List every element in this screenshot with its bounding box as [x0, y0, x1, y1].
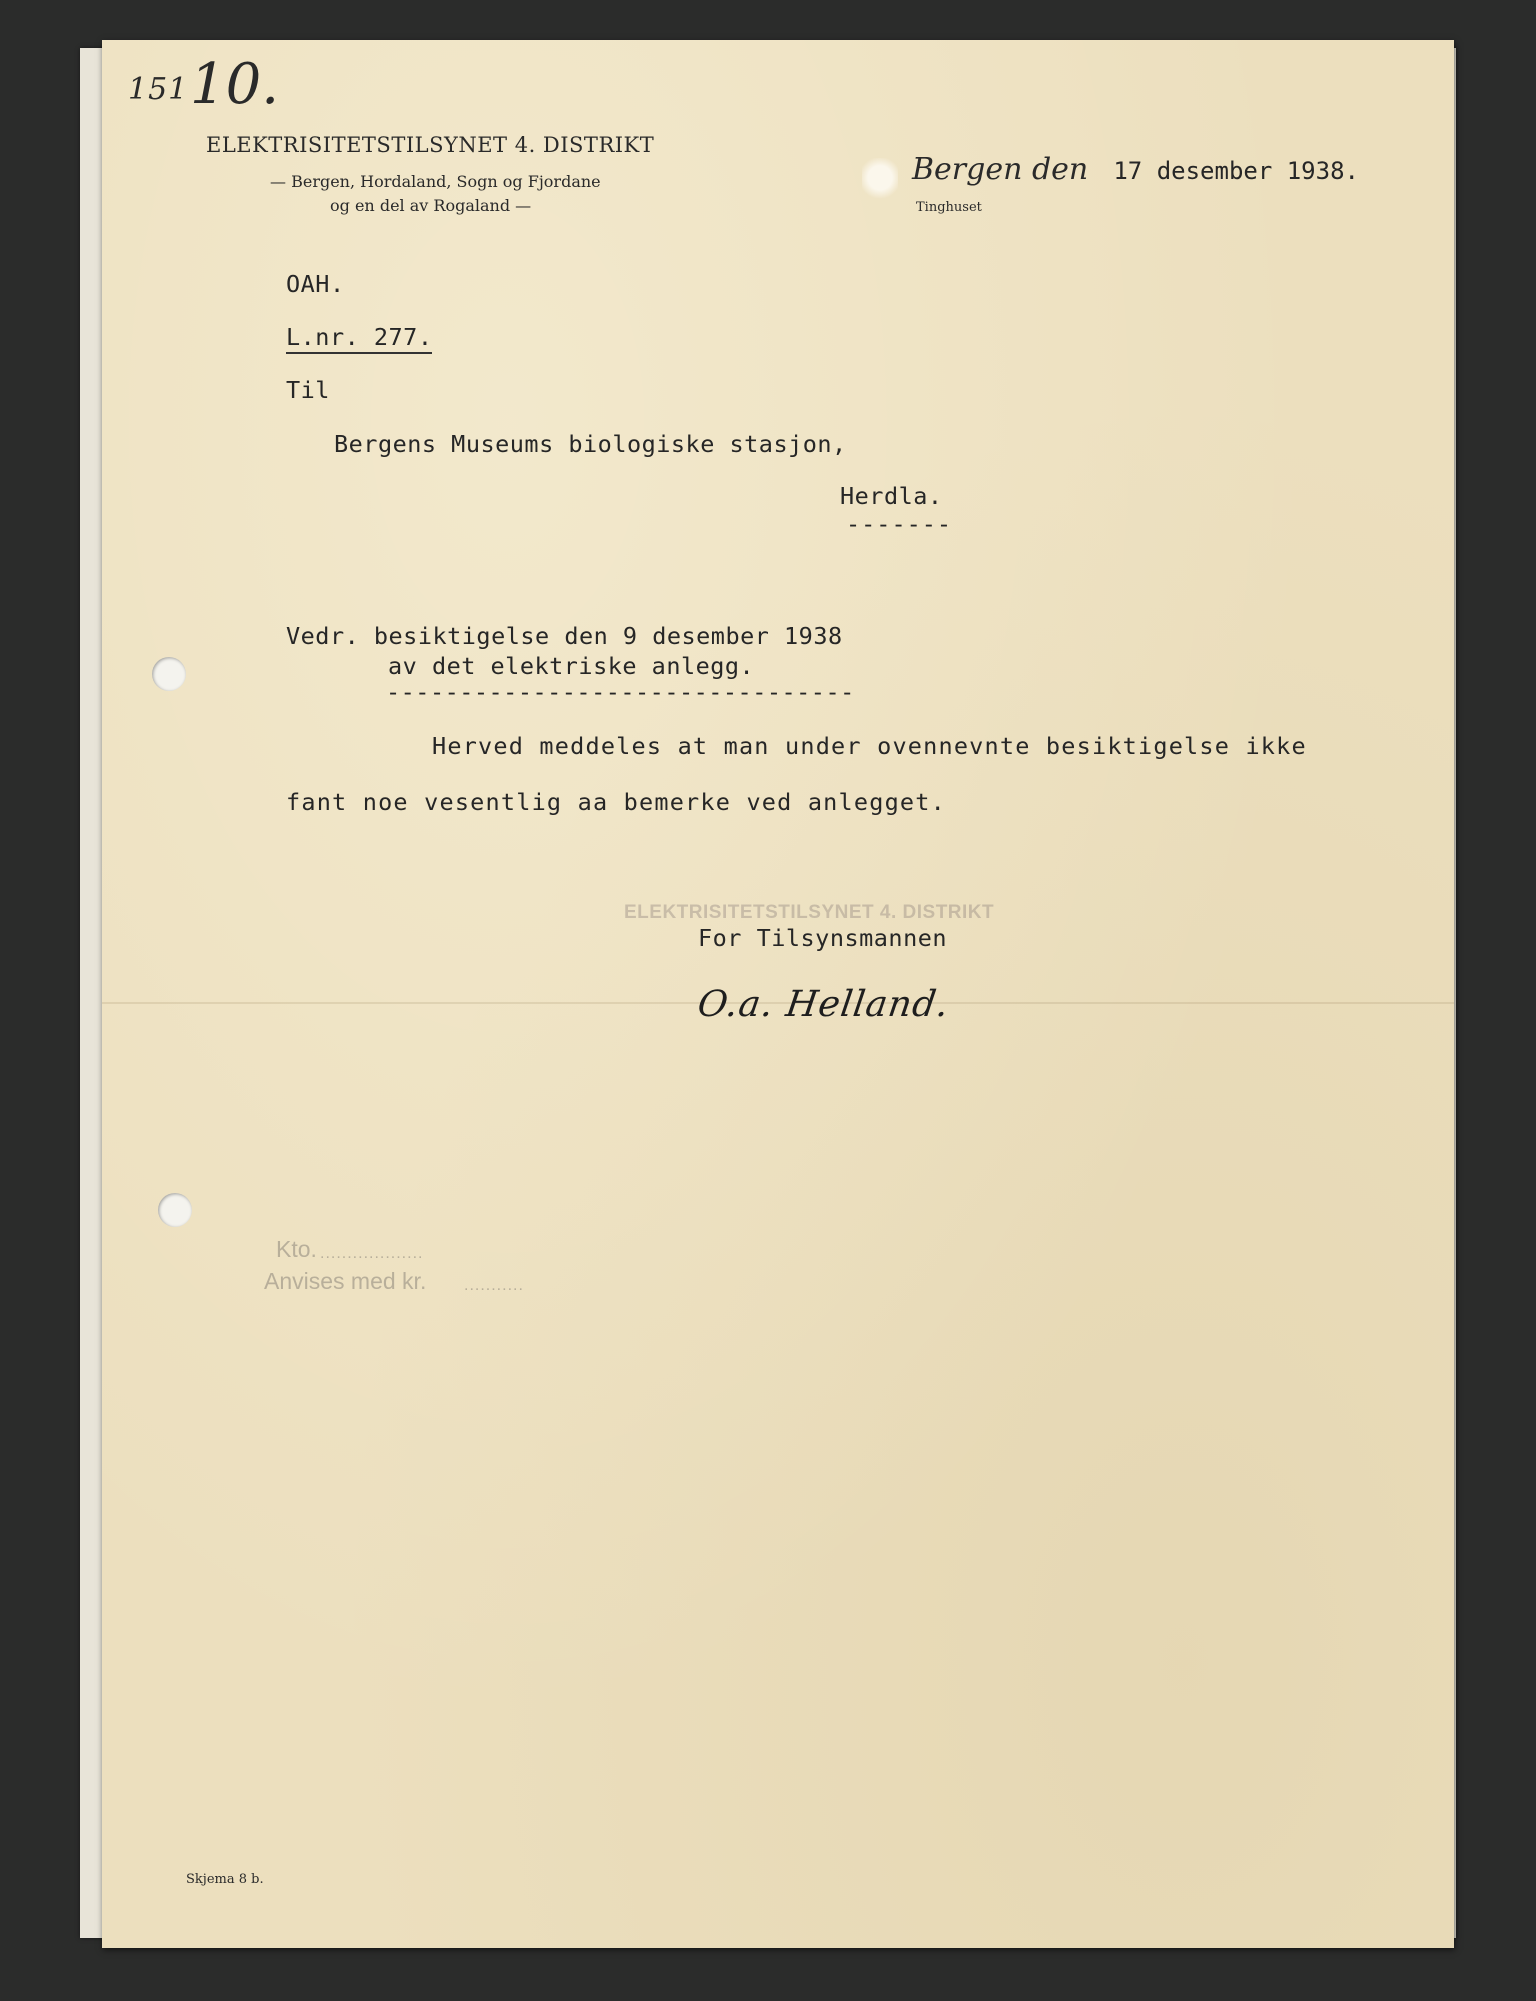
handwritten-number-small: 151: [128, 72, 189, 107]
letterhead-region-line-1: — Bergen, Hordaland, Sogn og Fjordane: [270, 172, 601, 191]
dateline-office: Tinghuset: [916, 200, 982, 215]
letter-page: [102, 40, 1454, 1948]
letter-number: L.nr. 277.: [286, 323, 432, 354]
recipient-place: Herdla.: [840, 482, 943, 510]
kto-dots: ...................: [320, 1245, 424, 1262]
reference-initials: OAH.: [286, 270, 345, 298]
schema-label: Skjema 8 b.: [186, 1872, 264, 1887]
letterhead-name: ELEKTRISITETSTILSYNET 4. DISTRIKT: [206, 133, 655, 157]
salutation: Til: [286, 376, 330, 404]
recipient-name: Bergens Museums biologiske stasjon,: [334, 430, 847, 458]
dateline-city: Bergen den: [912, 152, 1089, 187]
dateline-date: 17 desember 1938.: [1113, 157, 1359, 185]
kto-label: Kto.: [276, 1236, 317, 1262]
subject-line-2: av det elektriske anlegg.: [388, 652, 755, 680]
subject-underline: --------------------------------: [386, 678, 855, 706]
handwritten-number-large: 10.: [190, 52, 280, 117]
dateline: [912, 152, 1359, 187]
office-stamp: ELEKTRISITETSTILSYNET 4. DISTRIKT: [624, 902, 995, 923]
signature: O.a. Helland.: [695, 984, 952, 1025]
letterhead-region-line-2: og en del av Rogaland —: [330, 196, 532, 215]
anvises-dots: ...........: [464, 1277, 524, 1294]
subject-line-1: Vedr. besiktigelse den 9 desember 1938: [286, 622, 843, 650]
place-underline: -------: [846, 510, 953, 538]
paper-tear-mark: [862, 158, 898, 202]
body-line-2: fant noe vesentlig aa bemerke ved anlegget.: [286, 788, 946, 816]
for-line: For Tilsynsmannen: [698, 924, 948, 952]
body-line-1: Herved meddeles at man under ovennevnte besiktigelse ikke: [432, 732, 1307, 760]
anvises-label: Anvises med kr.: [264, 1268, 427, 1294]
punch-hole: [158, 1193, 192, 1227]
punch-hole: [152, 657, 186, 691]
